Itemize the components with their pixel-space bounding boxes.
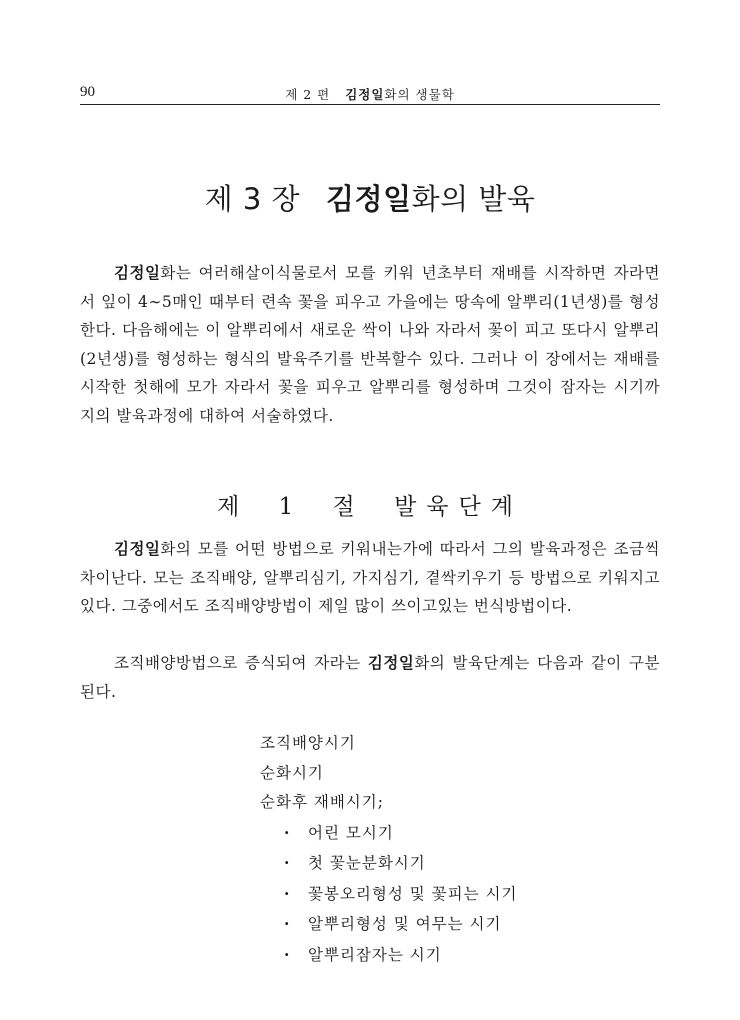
stage-list: [260, 729, 517, 970]
chapter-title: [0, 177, 740, 218]
page-number: 90: [80, 84, 95, 100]
chapter-emphasis: 김정일: [326, 182, 412, 217]
section-title: 제 1 절 발육단계: [217, 494, 523, 521]
chapter-title-rest: 화의 발육: [411, 182, 536, 217]
header-book-rest: 화의 생물학: [384, 87, 455, 102]
header-part-label: 제 2 편: [285, 87, 331, 102]
paragraph1-text: 화의 모를 어떤 방법으로 키워내는가에 따라서 그의 발육과정은 조금씩 차이난다. 모는 조직배양, 알뿌리심기, 가지심기, 곁싹키우기 등 방법으로 키워지고있다. 그중에서도 조직배양방법이 제일 많이 쓰이고있는 번식방법이다.: [80, 540, 660, 615]
stage-item: 순화시기: [260, 763, 324, 782]
stage-item-label: 순화후 재배시기;: [260, 793, 384, 811]
body-paragraph-2: [80, 649, 660, 706]
header-title: [80, 85, 660, 103]
paragraph2-after: 화의 발육단계는 다음과 같이 구분된다.: [80, 654, 660, 701]
header-book-emphasis: 김정일: [345, 87, 385, 102]
running-header: [80, 82, 660, 105]
intro-paragraph: [80, 259, 660, 430]
paragraph2-emphasis: 김정일: [367, 654, 415, 672]
stage-item-with-substages: [260, 788, 517, 970]
body-paragraph-1: [80, 535, 660, 621]
substage-item: · 어린 모시기: [284, 818, 517, 849]
substage-item: · 꽃봉오리형성 및 꽃피는 시기: [284, 879, 517, 910]
paragraph2-before: 조직배양방법으로 증식되여 자라는: [114, 654, 368, 672]
substage-item: · 알뿌리잠자는 시기: [284, 940, 517, 971]
stage-item: 조직배양시기: [260, 734, 356, 752]
substage-list: [260, 818, 517, 971]
intro-emphasis: 김정일: [114, 264, 161, 282]
paragraph1-emphasis: 김정일: [114, 540, 161, 558]
substage-item: · 알뿌리형성 및 여무는 시기: [284, 909, 517, 940]
substage-item: · 첫 꽃눈분화시기: [284, 848, 517, 879]
intro-text: 화는 여러해살이식물로서 모를 키워 년초부터 재배를 시작하면 자라면서 잎이 4∼5매인 때부터 련속 꽃을 피우고 가을에는 땅속에 알뿌리(1년생)를 형성한다. 다음해에는 이 알뿌리에서 새로운 싹이 나와 자라서 꽃이 피고 또다시 알뿌리(2년생)를 형성하는 형식의 발육주기를 반복할수 있다. 그러나 이 장에서는 재배를 시작한 첫해에 모가 자라서 꽃을 피우고 알뿌리를 형성하며 그것이 잠자는 시기까지의 발육과정에 대하여 서술하였다.: [80, 264, 660, 425]
chapter-number: 제 3 장: [204, 182, 301, 217]
